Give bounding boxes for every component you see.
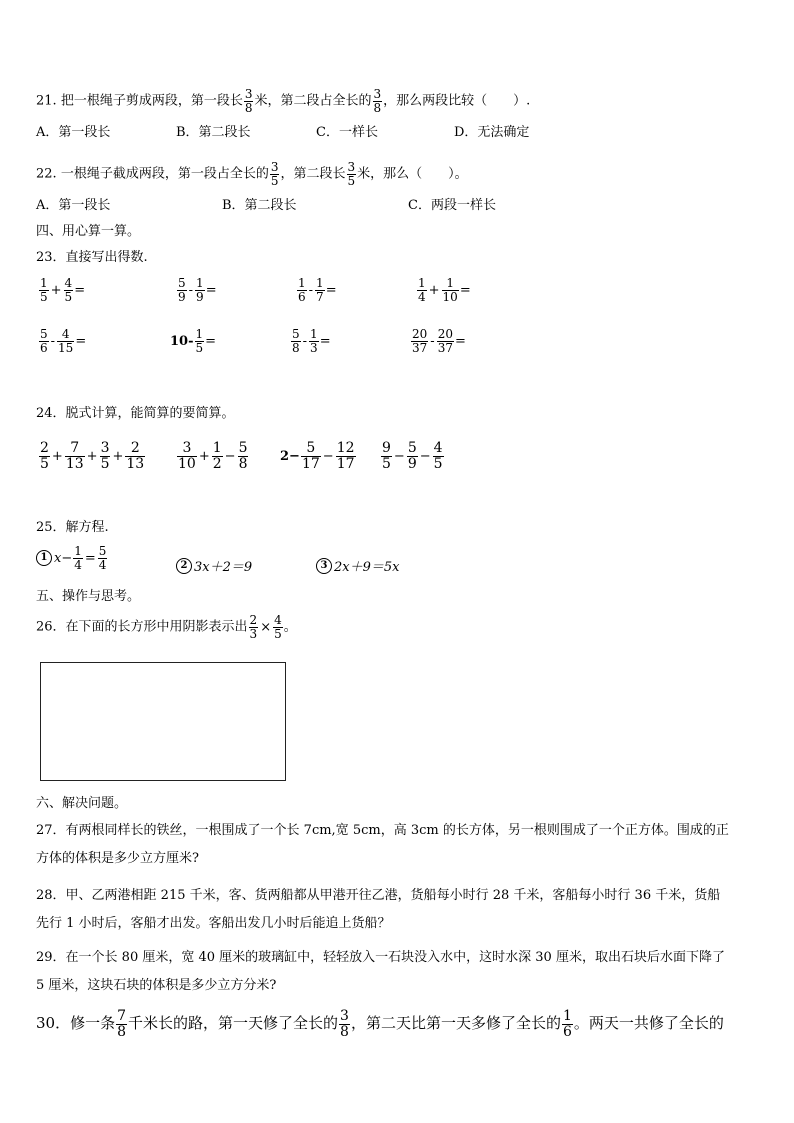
q23-item-6: 10- $\frac{1}{5}$ = (170, 327, 217, 355)
q22-number: 22. (36, 166, 57, 182)
circled-number-1: 1 (36, 550, 52, 566)
section-heading-6: 六、解决问题。 (36, 796, 128, 811)
q24-expr-2: $\frac{3}{10}$ + $\frac{1}{2}$ − $\frac{5}{8}$ (178, 440, 248, 472)
q24-expr-3: 2− $\frac{5}{17}$ − $\frac{12}{17}$ (280, 440, 355, 472)
q25-title: 25．解方程. (36, 520, 109, 535)
q21-option-a: A．第一段长 (36, 125, 111, 140)
q21-option-b: B．第二段长 (176, 125, 251, 140)
q24-expr-4: $\frac{9}{5}$ − $\frac{5}{9}$ − $\frac{4}{5}$ (382, 440, 443, 472)
q29-line-1: 29．在一个长 80 厘米，宽 40 厘米的玻璃缸中，轻轻放入一石块没入水中，这时水深 30 厘米，取出石块后水面下降了 (36, 950, 725, 965)
q23-item-4: $\frac{1}{4}$ + $\frac{1}{10}$ = (418, 276, 471, 304)
q28-line-2: 先行 1 小时后，客船才出发。客船出发几小时后能追上货船？ (36, 916, 391, 931)
q25-equation-1: 1 x− $\frac{1}{4}$ = $\frac{5}{4}$ (36, 545, 108, 571)
circled-number-2: 2 (176, 558, 192, 574)
q22-text-c: 米，那么（ ）。 (357, 166, 468, 182)
q23-item-8: $\frac{20}{37}$ - $\frac{20}{37}$ = (412, 327, 466, 355)
q23-item-7: $\frac{5}{8}$ - $\frac{1}{3}$ = (292, 327, 331, 355)
q22-option-a: A．第一段长 (36, 198, 111, 213)
q25-equation-2: 2 3x＋2＝9 (176, 556, 252, 575)
q27-line-1: 27．有两根同样长的铁丝，一根围成了一个长 7cm,宽 5cm，高 3cm 的长方体，另一根则围成了一个正方体。围成的正 (36, 823, 729, 838)
section-heading-4: 四、用心算一算。 (36, 224, 141, 239)
q22-option-c: C．两段一样长 (408, 198, 496, 213)
fraction: $\frac{3}{8}$ (373, 87, 382, 115)
q21-text-b: 米，第二段占全长的 (254, 93, 372, 109)
fraction: $\frac{3}{5}$ (270, 160, 279, 188)
q21-line (36, 88, 530, 114)
q29-line-2: 5 厘米，这块石块的体积是多少立方分米? (36, 978, 277, 993)
q26-rectangle[interactable] (40, 662, 286, 781)
q30-line: 30．修一条 $\frac{7}{8}$ 千米长的路，第一天修了全长的 $\frac{3}{8}$ ，第二天比第一天多修了全长的 $\frac{1}{6}$ 。两天一共修了全长的 (36, 1008, 724, 1040)
q22-text-b: ，第二段长 (280, 166, 346, 182)
q23-item-1: $\frac{1}{5}$ + $\frac{4}{5}$ = (40, 276, 86, 304)
q27-line-2: 方体的体积是多少立方厘米? (36, 851, 199, 866)
q23-item-2: $\frac{5}{9}$ - $\frac{1}{9}$ = (178, 276, 217, 304)
q23-item-3: $\frac{1}{6}$ - $\frac{1}{7}$ = (298, 276, 337, 304)
q22-option-b: B．第二段长 (222, 198, 297, 213)
section-heading-5: 五、操作与思考。 (36, 589, 141, 604)
q21-number: 21. (36, 93, 57, 109)
fraction: $\frac{3}{5}$ (347, 160, 356, 188)
q26-line: 26．在下面的长方形中用阴影表示出 $\frac{2}{3}$ × $\frac{4}{5}$ 。 (36, 613, 297, 641)
q21-text-a: 把一根绳子剪成两段，第一段长 (60, 93, 243, 109)
circled-number-3: 3 (316, 558, 332, 574)
q22-line (36, 161, 468, 187)
q25-equation-3: 3 2x＋9＝5x (316, 556, 399, 575)
q21-option-d: D．无法确定 (454, 125, 530, 140)
q24-title: 24．脱式计算，能简算的要简算。 (36, 406, 235, 421)
q24-expr-1: $\frac{2}{5}$ + $\frac{7}{13}$ + $\frac{3}{5}$ + $\frac{2}{13}$ (40, 440, 145, 472)
q28-line-1: 28．甲、乙两港相距 215 千米，客、货两船都从甲港开往乙港，货船每小时行 28 千米，客船每小时行 36 千米，货船 (36, 888, 721, 903)
q22-text-a: 一根绳子截成两段，第一段占全长的 (60, 166, 269, 182)
fraction: $\frac{3}{8}$ (244, 87, 253, 115)
q21-text-c: ，那么两段比较（ ）. (383, 93, 531, 109)
q21-option-c: C．一样长 (316, 125, 378, 140)
q23-item-5: $\frac{5}{6}$ - $\frac{4}{15}$ = (40, 327, 87, 355)
q23-title: 23．直接写出得数. (36, 250, 148, 265)
